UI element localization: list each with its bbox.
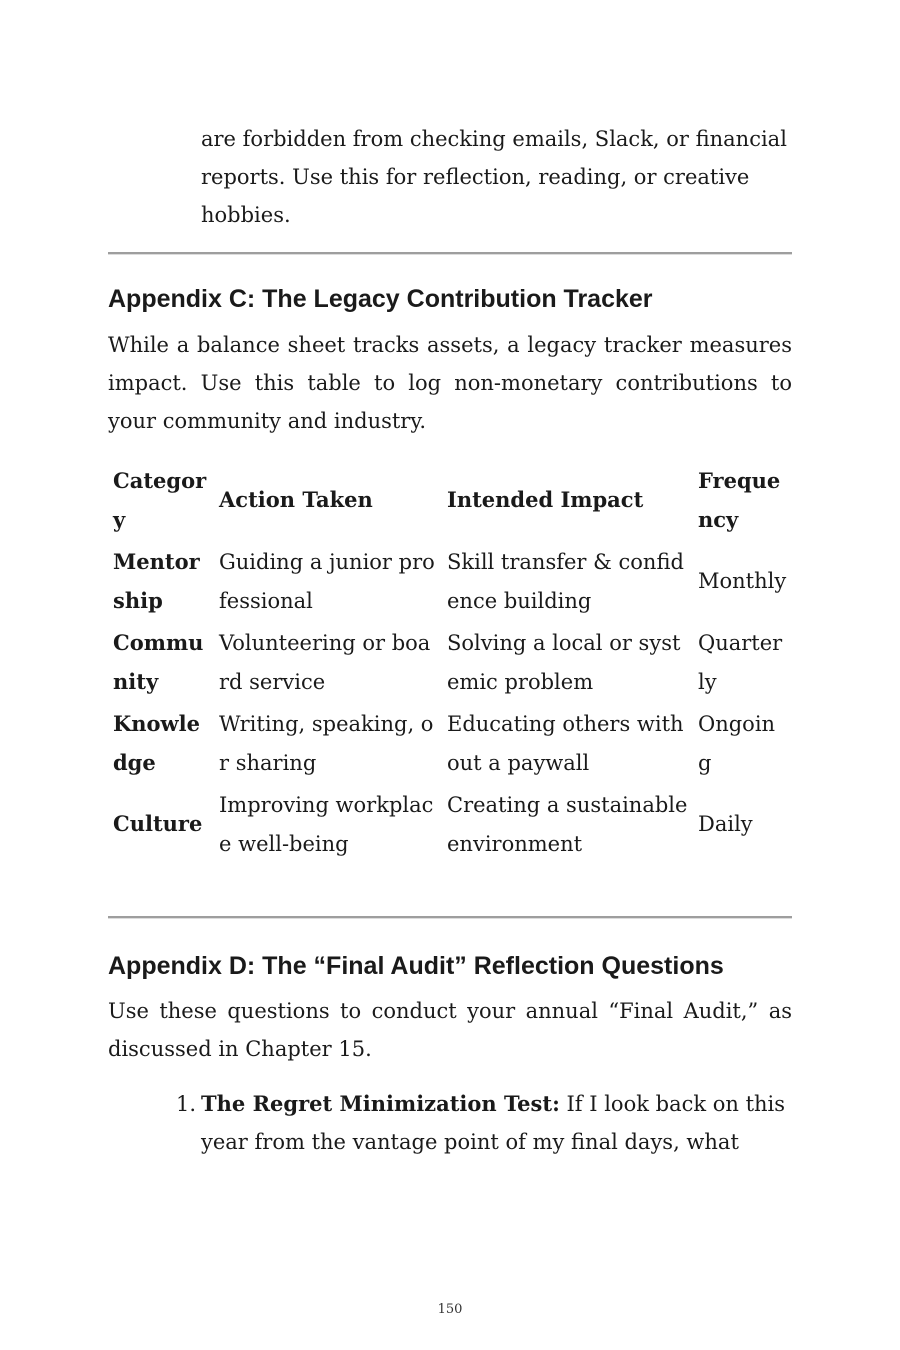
cell-frequency: Monthly: [698, 569, 787, 594]
reflection-questions-list: [108, 1085, 792, 1161]
cell-action: Writing, speaking, or sharing: [219, 712, 434, 775]
appendix-c-heading: Appendix C: The Legacy Contribution Tracker: [108, 285, 653, 313]
cell-impact: Solving a local or systemic problem: [447, 631, 681, 694]
list-item-number: 1.: [176, 1092, 197, 1116]
cell-action: Improving workplace well-being: [219, 793, 434, 856]
cell-frequency: Daily: [698, 812, 753, 837]
table-row: [108, 703, 792, 784]
cell-category: Culture: [113, 811, 203, 837]
cell-action: Volunteering or board service: [219, 631, 431, 694]
list-item-lead: The Regret Minimization Test:: [201, 1091, 560, 1116]
legacy-tracker-table: [108, 460, 792, 865]
appendix-d-heading: Appendix D: The “Final Audit” Reflection Questions: [108, 952, 724, 980]
cell-category: Community: [113, 630, 204, 694]
cell-impact: Skill transfer & confidence building: [447, 550, 684, 613]
cell-impact: Educating others without a paywall: [447, 712, 684, 775]
cell-action: Guiding a junior professional: [219, 550, 435, 613]
list-item-text: If I look back on this year from the vantage point of my final days, what: [201, 1092, 786, 1154]
list-item: [108, 1085, 792, 1161]
cell-frequency: Quarterly: [698, 631, 783, 694]
document-page: [108, 0, 792, 1350]
section-divider: [108, 916, 792, 919]
cell-frequency: Ongoing: [698, 712, 776, 775]
appendix-d-intro: Use these questions to conduct your annual “Final Audit,” as discussed in Chapter 15.: [108, 999, 792, 1061]
table-row: [108, 784, 792, 865]
table-row: [108, 541, 792, 622]
continuation-paragraph: are forbidden from checking emails, Slack, or financial reports. Use this for reflection, reading, or creative hobbies.: [201, 127, 787, 227]
cell-category: Knowledge: [113, 711, 200, 775]
section-divider: [108, 252, 792, 255]
column-header-frequency: Frequency: [698, 468, 781, 532]
table-row: [108, 622, 792, 703]
column-header-category: Category: [113, 468, 207, 532]
cell-impact: Creating a sustainable environment: [447, 793, 688, 856]
appendix-c-intro: While a balance sheet tracks assets, a legacy tracker measures impact. Use this table to log non-monetary contributions to your community and industry.: [108, 333, 792, 433]
table-header-row: [108, 460, 792, 541]
column-header-impact: Intended Impact: [447, 487, 644, 513]
column-header-action: Action Taken: [219, 487, 373, 513]
page-number: 150: [437, 1302, 463, 1317]
cell-category: Mentorship: [113, 549, 200, 613]
